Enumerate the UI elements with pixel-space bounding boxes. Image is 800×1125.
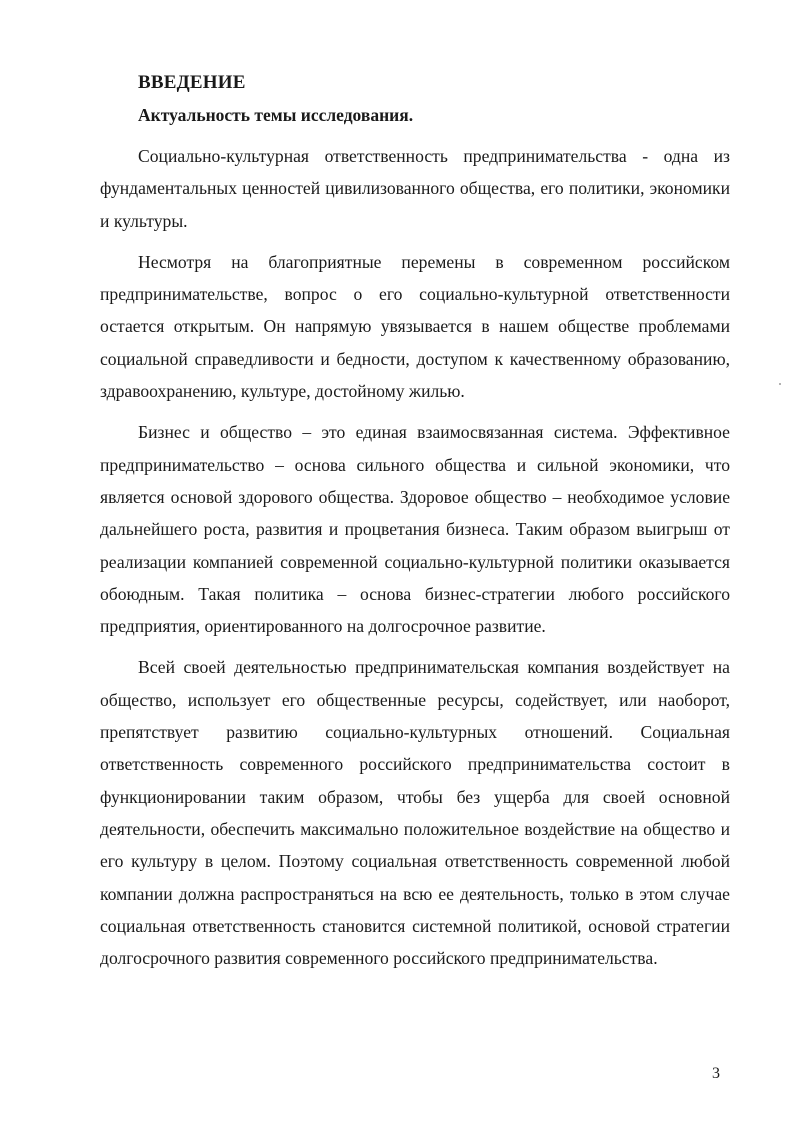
section-heading: ВВЕДЕНИЕ — [138, 72, 246, 93]
paragraph: Бизнес и общество – это единая взаимосвязанная система. Эффективное предпринимательство – основа сильного общества и сильной экономики, что является основой здорового общества. Здоровое общество – необходимое условие дальнейшего роста, развития и процветания бизнеса. Таким образом выигрыш от реализации компанией современной социально-культурной политики оказывается обоюдным. Такая политика – основа бизнес-стратегии любого российского предприятия, ориентированного на долгосрочное развитие. — [100, 422, 730, 637]
section-subheading: Актуальность темы исследования. — [138, 105, 414, 125]
scan-speck — [779, 383, 781, 385]
page-content — [100, 70, 730, 974]
paragraph: Несмотря на благоприятные перемены в современном российском предпринимательстве, вопрос о его социально-культурной ответственности остается открытым. Он напрямую увязывается в нашем обществе проблемами социальной справедливости и бедности, доступом к качественному образованию, здравоохранению, культуре, достойному жилью. — [100, 251, 730, 402]
paragraph: Всей своей деятельностью предпринимательская компания воздействует на общество, использует его общественные ресурсы, содействует, или наоборот, препятствует развитию социально-культурных отношений. Социальная ответственность современного российского предпринимательства состоит в функционировании таким образом, чтобы без ущерба для своей основной деятельности, обеспечить максимально положительное воздействие на общество и его культуру в целом. Поэтому социальная ответственность современной любой компании должна распространяться на всю ее деятельность, только в этом случае социальная ответственность становится системной политикой, основой стратегии долгосрочного развития современного российского предпринимательства. — [100, 657, 730, 969]
page-number: 3 — [712, 1065, 720, 1082]
paragraph: Социально-культурная ответственность предпринимательства - одна из фундаментальных ценностей цивилизованного общества, его политики, экономики и культуры. — [100, 146, 730, 231]
